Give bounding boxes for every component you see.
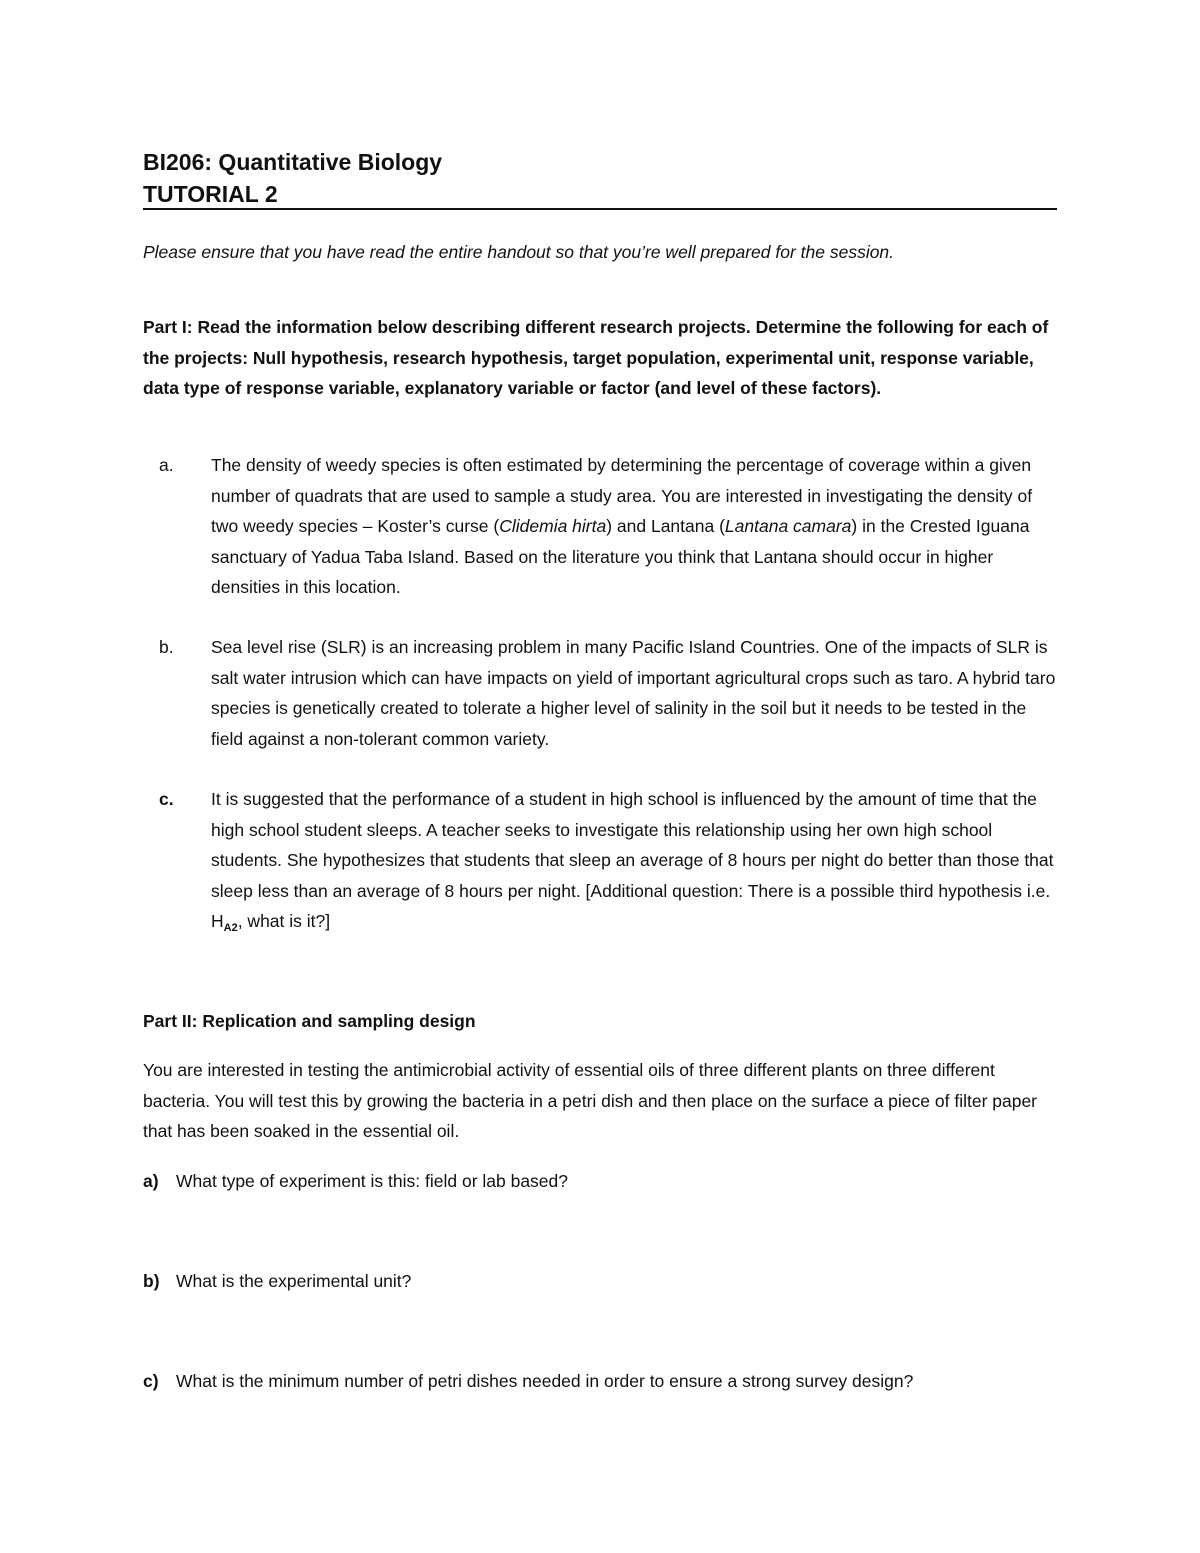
part1-item-b (143, 632, 1057, 754)
part1-item-a (143, 450, 1057, 603)
item-marker: a. (159, 455, 174, 475)
subscript: A2 (223, 922, 238, 934)
species-name: Clidemia hirta (499, 516, 607, 536)
part2-question-b (143, 1266, 1057, 1296)
intro-note: Please ensure that you have read the entire handout so that you’re well prepared for the session. (143, 242, 895, 262)
part1-item-c (143, 784, 1057, 944)
tutorial-title: TUTORIAL 2 (143, 181, 278, 207)
question-text: What is the minimum number of petri dishes needed in order to ensure a strong survey design? (176, 1371, 914, 1391)
item-marker: c. (159, 789, 174, 809)
question-text: What type of experiment is this: field or lab based? (176, 1171, 569, 1191)
question-marker: c) (143, 1371, 159, 1391)
question-marker: a) (143, 1171, 159, 1191)
title-block (143, 146, 1057, 210)
item-text: Sea level rise (SLR) is an increasing problem in many Pacific Island Countries. One of the impacts of SLR is salt water intrusion which can have impacts on yield of important agricultural crops such as taro. A hybrid taro species is genetically created to tolerate a higher level of salinity in the soil but it needs to be tested in the field against a non-tolerant common variety. (211, 637, 1056, 749)
item-text: The density of weedy species is often estimated by determining the percentage of coverage within a given number of quadrats that are used to sample a study area. You are interested in investigating the density of two weedy species – Koster’s curse (Clidemia hirta) and Lantana (Lantana camara) in the Crested Iguana sanctuary of Yadua Taba Island. Based on the literature you think that Lantana should occur in higher densities in this location. (211, 455, 1033, 597)
item-text: It is suggested that the performance of a student in high school is influenced by the amount of time that the high school student sleeps. A teacher seeks to investigate this relationship using her own high school students. She hypothesizes that students that sleep an average of 8 hours per night do better than those that sleep less than an average of 8 hours per night. [Additional question: There is a possible third hypothesis i.e. $H_{A2}$, what is it?] (211, 789, 1054, 934)
part2-question-c (143, 1366, 1057, 1396)
part2-paragraph: You are interested in testing the antimicrobial activity of essential oils of three different plants on three different bacteria. You will test this by growing the bacteria in a petri dish and then place on the surface a piece of filter paper that has been soaked in the essential oil. (143, 1060, 1038, 1141)
question-marker: b) (143, 1271, 160, 1291)
species-name: Lantana camara (724, 516, 852, 536)
part1-instructions: Part I: Read the information below describing different research projects. Determine the following for each of the projects: Null hypothesis, research hypothesis, target population, experimental unit, response variable, data type of response variable, explanatory variable or factor (and level of these factors). (143, 317, 1049, 398)
part2-heading: Part II: Replication and sampling design (143, 1011, 476, 1031)
part2-question-a (143, 1166, 1057, 1196)
question-text: What is the experimental unit? (176, 1271, 412, 1291)
title-divider (143, 208, 1057, 210)
course-title: BI206: Quantitative Biology (143, 149, 443, 175)
item-marker: b. (159, 637, 174, 657)
